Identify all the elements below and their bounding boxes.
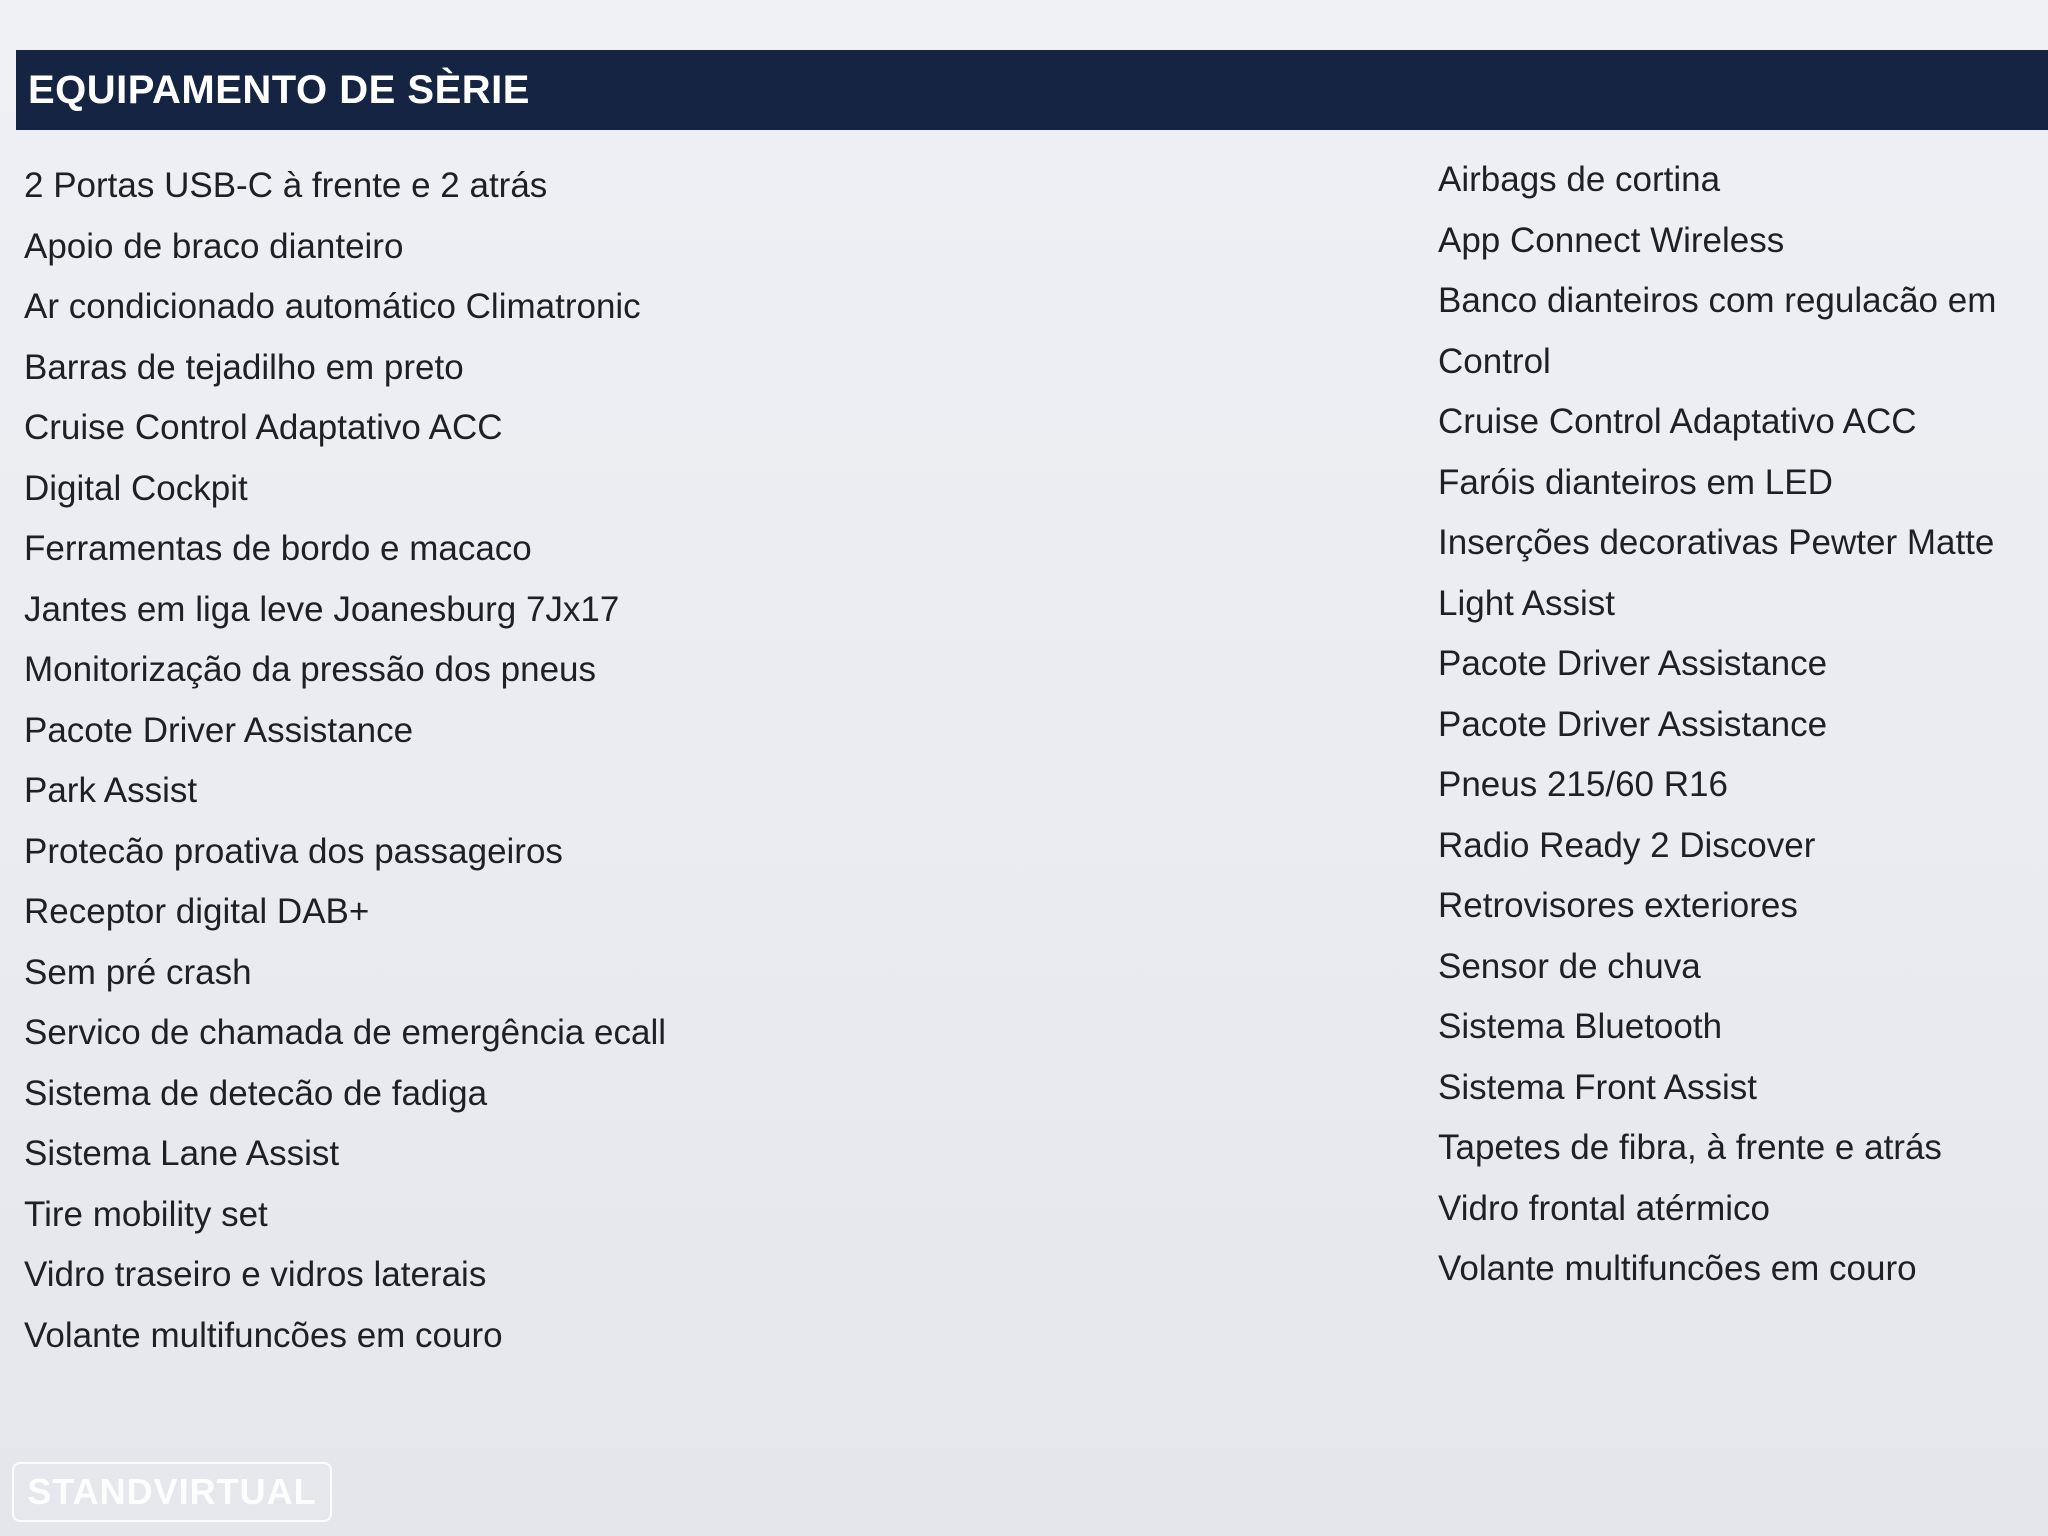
list-item: Radio Ready 2 Discover: [1438, 825, 1816, 865]
standvirtual-watermark-logo: [12, 1462, 332, 1522]
list-item: Park Assist: [24, 771, 198, 810]
list-item: Retrovisores exteriores: [1438, 886, 1798, 925]
list-item: Pneus 215/60 R16: [1438, 765, 1728, 804]
list-item: Sistema Bluetooth: [1438, 1007, 1723, 1046]
section-header: [16, 50, 2048, 130]
list-item: Pacote Driver Assistance: [1438, 644, 1828, 683]
list-item: Banco dianteiros com regulacão em: [1438, 281, 1997, 320]
list-item: Servico de chamada de emergência ecall: [24, 1013, 667, 1052]
list-item: Tire mobility set: [24, 1194, 268, 1234]
list-item: Monitorização da pressão dos pneus: [24, 650, 597, 689]
list-item: Digital Cockpit: [24, 468, 248, 508]
list-item: Apoio de braco dianteiro: [24, 226, 404, 266]
list-item: Sistema Front Assist: [1438, 1067, 1757, 1107]
list-item: Receptor digital DAB+: [24, 892, 370, 931]
list-item: Cruise Control Adaptativo ACC: [1438, 402, 1917, 441]
list-item: Light Assist: [1438, 583, 1616, 623]
list-item: Barras de tejadilho em preto: [24, 347, 464, 387]
equipment-list-right: [1438, 150, 1996, 1300]
list-item: Pacote Driver Assistance: [24, 710, 414, 750]
list-item: Jantes em liga leve Joanesburg 7Jx17: [24, 589, 620, 629]
section-title: EQUIPAMENTO DE SÈRIE: [28, 67, 530, 112]
list-item: Ar condicionado automático Climatronic: [24, 287, 641, 326]
equipment-list-left: [24, 156, 666, 1366]
list-item: Volante multifuncões em couro: [1438, 1249, 1917, 1288]
list-item: Inserções decorativas Pewter Matte: [1438, 523, 1995, 562]
list-item: Vidro frontal atérmico: [1438, 1188, 1771, 1228]
list-item: Sistema Lane Assist: [24, 1134, 340, 1173]
list-item: 2 Portas USB-C à frente e 2 atrás: [24, 166, 548, 205]
list-item: Control: [1438, 341, 1551, 381]
list-item: Sensor de chuva: [1438, 946, 1701, 986]
list-item: Protecão proativa dos passageiros: [24, 831, 563, 871]
list-item: Sem pré crash: [24, 952, 252, 992]
list-item: Sistema de detecão de fadiga: [24, 1073, 488, 1113]
list-item: Pacote Driver Assistance: [1438, 704, 1828, 744]
list-item: Ferramentas de bordo e macaco: [24, 529, 532, 568]
list-item: Tapetes de fibra, à frente e atrás: [1438, 1128, 1942, 1167]
watermark-text: STANDVIRTUAL: [27, 1471, 317, 1512]
list-item: Airbags de cortina: [1438, 160, 1721, 199]
list-item: Cruise Control Adaptativo ACC: [24, 408, 503, 447]
list-item: Faróis dianteiros em LED: [1438, 462, 1833, 502]
list-item: App Connect Wireless: [1438, 220, 1785, 260]
list-item: Vidro traseiro e vidros laterais: [24, 1255, 487, 1294]
list-item: Volante multifuncões em couro: [24, 1315, 503, 1355]
